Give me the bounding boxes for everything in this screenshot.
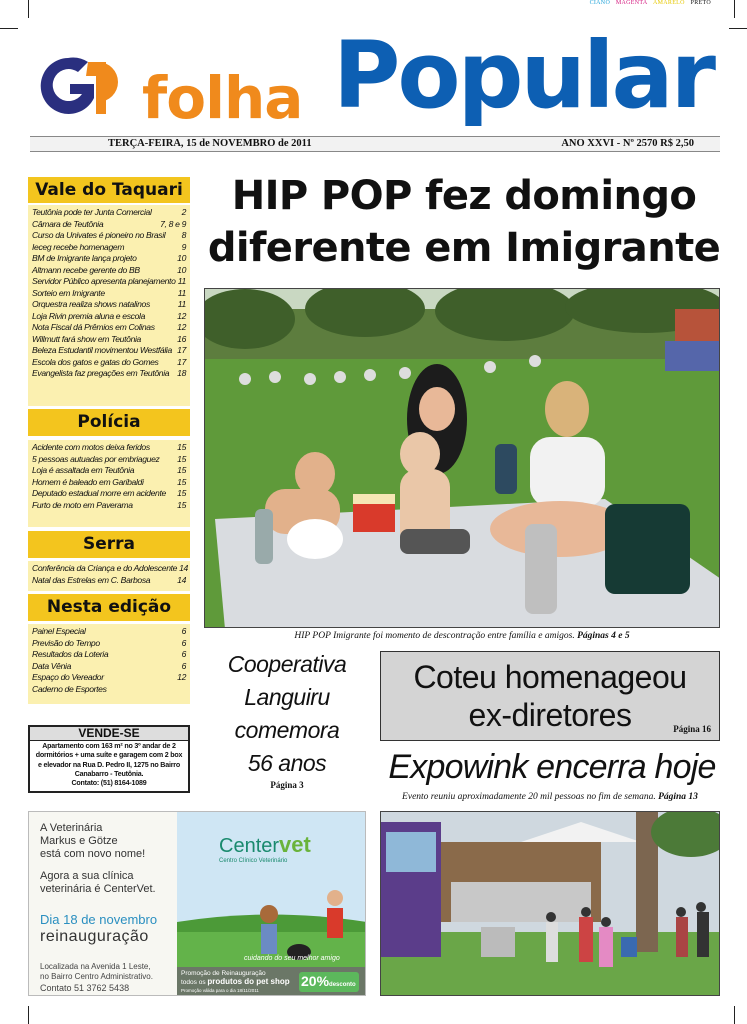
section-list-nesta-edicao: [28, 624, 190, 704]
masthead-popular: Popular: [333, 22, 713, 129]
list-item[interactable]: Painel Especial 6: [32, 626, 186, 636]
ad-promo: Promoção de Reinauguração todos os produtos do pet shop Promoção válida para o dia 18/11/2011: [181, 970, 290, 993]
crop-mark: [734, 1006, 735, 1024]
list-item[interactable]: Teutônia pode ter Junta Comercial 2: [32, 207, 186, 217]
list-item[interactable]: Willmutt fará show em Teutônia 16: [32, 333, 186, 344]
crop-mark: [734, 0, 735, 18]
list-item[interactable]: Ieceg recebe homenagem 9: [32, 241, 186, 252]
list-item[interactable]: Curso da Univates é pioneiro no Brasil 8: [32, 230, 186, 240]
classified-contact: Contato: (51) 8164-1089: [71, 779, 147, 788]
story-coteu-page: Página 16: [673, 724, 711, 734]
classified-text: Apartamento com 163 m² no 3º andar de 2 dormitórios + uma suíte e garagem com 2 box e elevador na Rua D. Pedro II, 1275 no Bairro Canabarro - Teutônia. Contato: (51) 8164-1089: [35, 742, 183, 788]
main-photo-caption: HIP POP Imigrante foi momento de descontração entre família e amigos. Páginas 4 e 5: [294, 631, 630, 641]
story-expowink-title[interactable]: Expowink encerra hoje: [388, 748, 716, 786]
centervet-logo: Centervet Centro Clínico Veterinário: [219, 832, 311, 864]
list-item[interactable]: Deputado estadual morre em acidente 15: [32, 488, 186, 498]
print-mark-cyan: CIANO: [589, 0, 611, 6]
issue-date: TERÇA-FEIRA, 15 de NOVEMBRO de 2011: [108, 138, 312, 149]
section-title-serra: Serra: [28, 531, 190, 558]
list-item[interactable]: Acidente com motos deixa feridos 15: [32, 442, 186, 452]
story-expowink-subtitle: Evento reuniu aproximadamente 20 mil pessoas no fim de semana. Página 13: [402, 792, 698, 802]
classified-title: VENDE-SE: [30, 727, 188, 741]
section-title-vale: Vale do Taquari: [28, 177, 190, 203]
list-item[interactable]: Altmann recebe gerente do BB 10: [32, 264, 186, 275]
list-item[interactable]: Espaço do Vereador 12: [32, 672, 186, 682]
section-title-nesta-edicao: Nesta edição: [28, 594, 190, 621]
list-item[interactable]: Conferência da Criança e do Adolescente 14: [32, 563, 188, 573]
section-list-policia: [28, 440, 190, 527]
list-item[interactable]: Natal das Estrelas em C. Barbosa 14: [32, 574, 186, 585]
story-cooperativa-page: Página 3: [270, 780, 304, 790]
centervet-advertisement[interactable]: [28, 811, 366, 996]
ad-contact: Contato 51 3762 5438: [40, 983, 130, 993]
ad-slogan: cuidando do seu melhor amigo: [244, 955, 340, 962]
print-color-marks: [586, 0, 711, 6]
ad-new-name: Agora a sua clínica veterinária é CenterVet.: [40, 870, 156, 895]
dateline: [30, 136, 720, 152]
ad-address: Localizada na Avenida 1 Leste, no Bairro Centro Administrativo.: [40, 962, 153, 981]
masthead: [30, 22, 720, 142]
list-item[interactable]: Evangelista faz pregações em Teutônia 18: [32, 368, 186, 378]
main-photo[interactable]: [204, 288, 720, 628]
issue-number: ANO XXVI - Nº 2570 R$ 2,50: [561, 138, 694, 149]
list-item[interactable]: Loja é assaltada em Teutônia 15: [32, 465, 186, 475]
ad-intro: A Veterinária Markus e Götze está com novo nome!: [40, 822, 146, 860]
list-item[interactable]: BM de Imigrante lança projeto 10: [32, 253, 186, 263]
masthead-folha: folha: [142, 64, 303, 132]
story-coteu[interactable]: [380, 651, 720, 741]
list-item[interactable]: Data Vênia 6: [32, 660, 186, 671]
crop-mark: [28, 0, 29, 18]
list-item[interactable]: Loja Rivin premia aluna e escola 12: [32, 310, 186, 321]
list-item[interactable]: Orquestra realiza shows natalinos 11: [32, 299, 186, 309]
list-item[interactable]: Furto de moto em Paverama 15: [32, 499, 186, 510]
crop-mark: [729, 28, 747, 29]
ad-event: reinauguração: [40, 928, 149, 945]
main-headline[interactable]: HIP POP fez domingo diferente em Imigrante: [207, 173, 721, 271]
print-mark-black: PRETO: [690, 0, 711, 6]
gp-logo-icon: [36, 54, 128, 118]
list-item[interactable]: Caderno de Esportes: [32, 683, 107, 694]
ad-date: Dia 18 de novembro: [40, 912, 158, 927]
list-item[interactable]: 5 pessoas autuadas por embriaguez 15: [32, 453, 186, 464]
list-item[interactable]: Homem é baleado em Garibaldi 15: [32, 476, 186, 487]
list-item[interactable]: Câmara de Teutônia 7, 8 e 9: [32, 218, 186, 229]
expowink-photo-illustration: [381, 812, 720, 996]
main-photo-illustration: [205, 289, 720, 628]
section-list-serra: [28, 561, 190, 591]
list-item[interactable]: Nota Fiscal dá Prêmios em Colinas 12: [32, 322, 186, 332]
print-mark-yellow: AMARELO: [653, 0, 685, 6]
list-item[interactable]: Servidor Público apresenta planejamento 11: [32, 276, 186, 286]
expowink-photo[interactable]: [380, 811, 720, 996]
story-coteu-title: Coteu homenageou ex-diretores: [413, 659, 687, 733]
print-mark-magenta: MAGENTA: [615, 0, 648, 6]
list-item[interactable]: Previsão do Tempo 6: [32, 637, 186, 648]
story-cooperativa-title[interactable]: Cooperativa Languiru comemora 56 anos: [227, 651, 347, 776]
crop-mark: [0, 28, 18, 29]
section-title-policia: Polícia: [28, 409, 190, 436]
classified-ad: [28, 725, 190, 793]
ad-discount: 20%desconto: [301, 973, 356, 989]
crop-mark: [28, 1006, 29, 1024]
list-item[interactable]: Escola dos gatos e gatas do Gomes 17: [32, 356, 186, 367]
list-item[interactable]: Resultados da Loteria 6: [32, 649, 186, 659]
section-list-vale: [28, 205, 190, 406]
list-item[interactable]: Beleza Estudantil movimentou Westfália 17: [32, 345, 186, 355]
list-item[interactable]: Sorteio em Imigrante 11: [32, 287, 186, 298]
